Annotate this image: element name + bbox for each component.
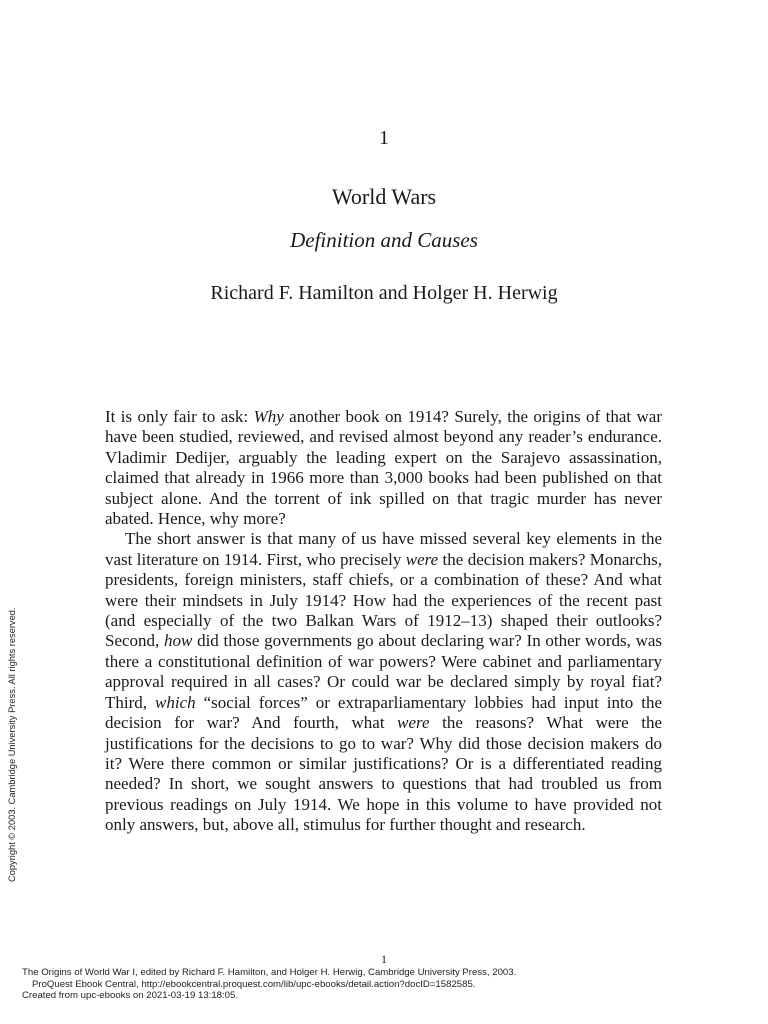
footer-citation — [22, 967, 516, 1002]
text-run: another book on 1914? Surely, the origins of that war have been studied, reviewed, and revised almost beyond any reader’s endurance. Vladimir Dedijer, arguably the leading expert on the Sarajevo assassination, claimed that already in 1966 more than 3,000 books had been published on that subject alone. And the torrent of ink spilled on that tragic murder has never abated. Hence, why more? — [105, 407, 662, 529]
footer-line-created: Created from upc-ebooks on 2021-03-19 13:18:05. — [22, 990, 238, 1001]
footer-line-link: ProQuest Ebook Central, http://ebookcentral.proquest.com/lib/upc-ebooks/detail.action?docID=1582585. — [32, 978, 476, 990]
text-run: the reasons? What were the justifications for the decisions to go to war? Why did those decision makers do it? Were there common or similar justifications? Or is a differentiated reading needed? In short, we sought answers to questions that had troubled us from previous readings on July 1914. We hope in this volume to have provided not only answers, but, above all, stimulus for further thought and research. — [105, 713, 663, 835]
text-run: The short answer is that many of us have missed several key elements in the vast literature on 1914. First, who precisely — [105, 529, 662, 569]
paragraph-1 — [105, 407, 662, 529]
footer-line-source: The Origins of World War I, edited by Richard F. Hamilton, and Holger H. Herwig, Cambridge University Press, 2003. — [22, 967, 517, 978]
italic-run: which — [155, 692, 196, 712]
italic-run: were — [405, 549, 439, 569]
italic-run: Why — [253, 407, 284, 426]
text-run: the decision makers? Monarchs, presidents, foreign ministers, staff chiefs, or a combination of these? And what were their mindsets in July 1914? How had the experiences of the recent past (and especially of the two Balkan Wars of 1912–13) shaped their outlooks? Second, — [105, 549, 662, 651]
side-copyright-notice: Copyright © 2003. Cambridge University Press. All rights reserved. — [7, 607, 17, 882]
chapter-title: World Wars — [331, 184, 437, 209]
text-run: It is only fair to ask: — [105, 407, 254, 426]
chapter-subtitle: Definition and Causes — [290, 228, 478, 252]
text-run: did those governments go about declaring war? In other words, was there a constitutional definition of war powers? Were cabinet and parliamentary approval required in all cases? Or could war be declared simply by royal fiat? Third, — [105, 631, 663, 712]
chapter-number: 1 — [379, 127, 389, 149]
text-run: “social forces” or extraparliamentary lobbies had input into the decision for war? And fourth, what — [105, 692, 662, 733]
body-text — [105, 407, 662, 836]
italic-run: were — [397, 713, 430, 733]
page-number: 1 — [381, 952, 387, 966]
chapter-authors: Richard F. Hamilton and Holger H. Herwig — [210, 282, 558, 304]
italic-run: how — [164, 631, 193, 651]
paragraph-2 — [105, 529, 662, 835]
